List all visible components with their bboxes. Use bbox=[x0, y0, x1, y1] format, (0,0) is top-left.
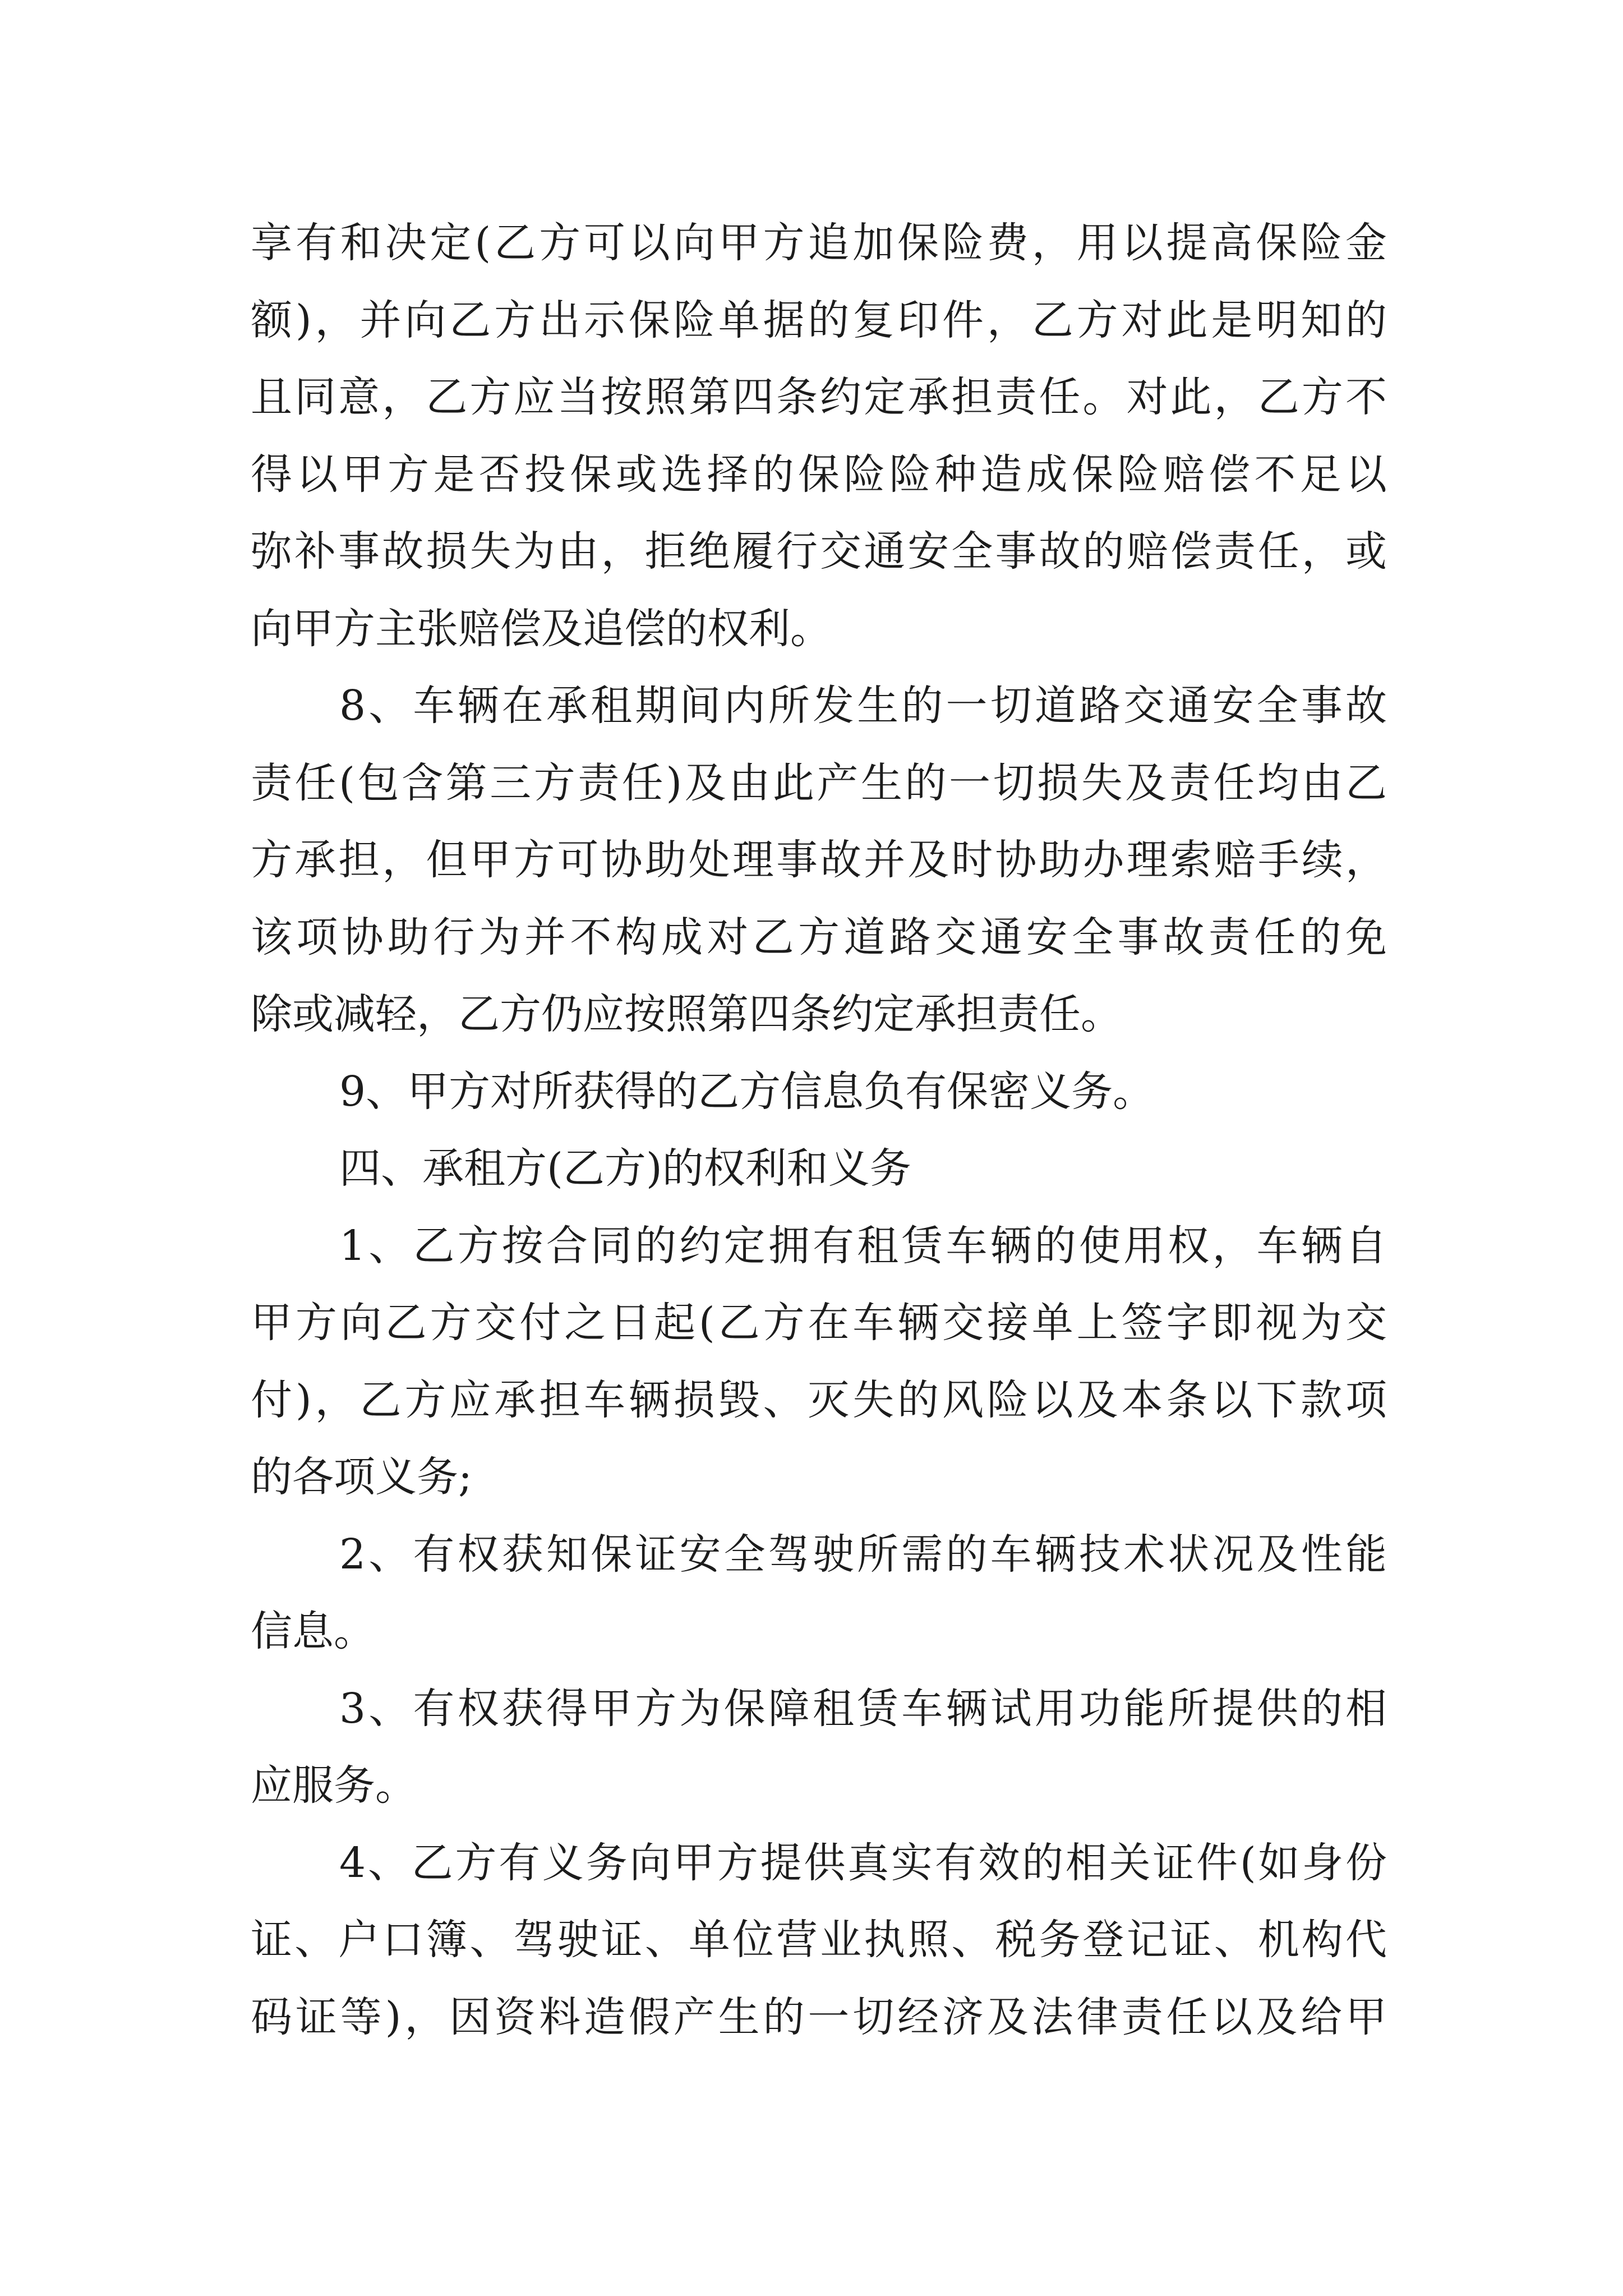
document-body bbox=[251, 205, 1387, 2056]
text-line: 除或减轻，乙方仍应按照第四条约定承担责任。 bbox=[251, 990, 1122, 1038]
clause-3 bbox=[251, 1671, 1387, 1825]
clause-4 bbox=[251, 1825, 1387, 2056]
text-line: 弥补事故损失为由，拒绝履行交通安全事故的赔偿责任，或 bbox=[251, 527, 1387, 576]
clause-1 bbox=[251, 1208, 1387, 1516]
text-line: 方承担，但甲方可协助处理事故并及时协助办理索赔手续， bbox=[251, 836, 1387, 884]
text-line: 向甲方主张赔偿及追偿的权利。 bbox=[251, 604, 832, 653]
text-line: 码证等)，因资料造假产生的一切经济及法律责任以及给甲 bbox=[251, 1993, 1387, 2041]
clause-9 bbox=[251, 1053, 1387, 1131]
text-line: 付)，乙方应承担车辆损毁、灭失的风险以及本条以下款项 bbox=[251, 1375, 1387, 1424]
clause-2 bbox=[251, 1516, 1387, 1671]
text-line: 责任(包含第三方责任)及由此产生的一切损失及责任均由乙 bbox=[251, 758, 1387, 807]
text-line: 的各项义务; bbox=[251, 1453, 472, 1501]
text-line: 且同意，乙方应当按照第四条约定承担责任。对此，乙方不 bbox=[251, 373, 1387, 421]
text-line: 8、车辆在承租期间内所发生的一切道路交通安全事故 bbox=[339, 682, 1387, 730]
text-line: 享有和决定(乙方可以向甲方追加保险费，用以提高保险金 bbox=[251, 219, 1387, 267]
text-line: 9、甲方对所获得的乙方信息负有保密义务。 bbox=[339, 1067, 1155, 1116]
text-line: 1、乙方按合同的约定拥有租赁车辆的使用权，车辆自 bbox=[339, 1221, 1387, 1270]
clause-8 bbox=[251, 668, 1387, 1053]
section-heading bbox=[251, 1130, 1387, 1208]
heading-line: 四、承租方(乙方)的权利和义务 bbox=[339, 1144, 911, 1193]
text-line: 4、乙方有义务向甲方提供真实有效的相关证件(如身份 bbox=[339, 1838, 1387, 1887]
text-line: 2、有权获知保证安全驾驶所需的车辆技术状况及性能 bbox=[339, 1530, 1387, 1579]
text-line: 证、户口簿、驾驶证、单位营业执照、税务登记证、机构代 bbox=[251, 1916, 1387, 1964]
text-line: 甲方向乙方交付之日起(乙方在车辆交接单上签字即视为交 bbox=[251, 1299, 1387, 1347]
text-line: 3、有权获得甲方为保障租赁车辆试用功能所提供的相 bbox=[339, 1684, 1387, 1733]
text-line: 额)，并向乙方出示保险单据的复印件，乙方对此是明知的 bbox=[251, 296, 1387, 344]
text-line: 应服务。 bbox=[251, 1761, 417, 1810]
paragraph-continued bbox=[251, 205, 1387, 668]
text-line: 信息。 bbox=[251, 1607, 375, 1655]
text-line: 该项协助行为并不构成对乙方道路交通安全事故责任的免 bbox=[251, 913, 1387, 961]
text-line: 得以甲方是否投保或选择的保险险种造成保险赔偿不足以 bbox=[251, 450, 1387, 499]
